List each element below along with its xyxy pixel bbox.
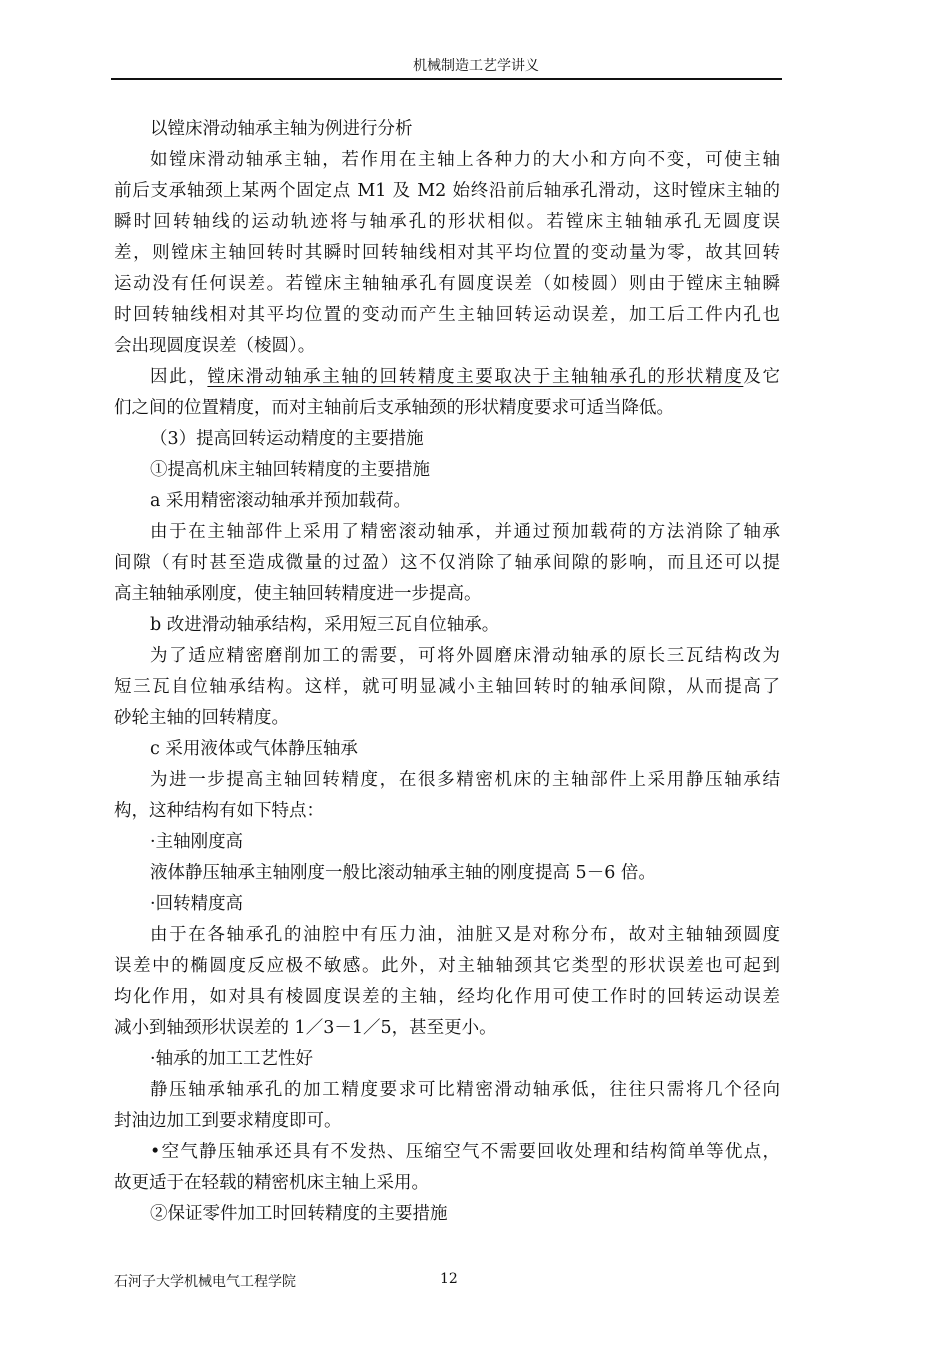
text-span: 因此， (150, 367, 208, 387)
footer-institution: 石河子大学机械电气工程学院 (114, 1274, 296, 1290)
bullet-heading: ·回转精度高 (150, 894, 244, 914)
document-body (114, 114, 780, 1230)
text-line: 封油边加工到要求精度即可。 (114, 1111, 342, 1131)
text-line: 前后支承轴颈上某两个固定点 M1 及 M2 始终沿前后轴承孔滑动，这时镗床主轴的 (114, 181, 780, 201)
text-line: 由于在各轴承孔的油腔中有压力油，油脏又是对称分布，故对主轴轴颈圆度 (150, 925, 780, 945)
text-line (114, 362, 780, 393)
text-line: 瞬时回转轴线的运动轨迹将与轴承孔的形状相似。若镗床主轴轴承孔无圆度误 (114, 212, 780, 232)
item-heading: a 采用精密滚动轴承并预加载荷。 (150, 491, 411, 511)
text-line: 高主轴轴承刚度，使主轴回转精度进一步提高。 (114, 584, 482, 604)
text-line: 故更适于在轻载的精密机床主轴上采用。 (114, 1173, 429, 1193)
text-line: 时回转轴线相对其平均位置的变动而产生主轴回转运动误差，加工后工件内孔也 (114, 305, 780, 325)
subsection-heading: ②保证零件加工时回转精度的主要措施 (150, 1204, 448, 1224)
text-line: 间隙（有时甚至造成微量的过盈）这不仅消除了轴承间隙的影响，而且还可以提 (114, 553, 780, 573)
text-line: 均化作用，如对具有棱圆度误差的主轴，经均化作用可使工作时的回转运动误差 (114, 987, 780, 1007)
header-rule (111, 78, 782, 80)
text-line: 差，则镗床主轴回转时其瞬时回转轴线相对其平均位置的变动量为零，故其回转 (114, 243, 780, 263)
text-line: •空气静压轴承还具有不发热、压缩空气不需要回收处理和结构简单等优点， (150, 1142, 780, 1162)
text-line: 减小到轴颈形状误差的 1／3－1／5，甚至更小。 (114, 1018, 497, 1038)
text-line: 运动没有任何误差。若镗床主轴轴承孔有圆度误差（如棱圆）则由于镗床主轴瞬 (114, 274, 780, 294)
text-line: 们之间的位置精度，而对主轴前后支承轴颈的形状精度要求可适当降低。 (114, 398, 674, 418)
bullet-heading: ·轴承的加工工艺性好 (150, 1049, 314, 1069)
text-line: 砂轮主轴的回转精度。 (114, 708, 289, 728)
text-span: 及它 (743, 367, 780, 387)
text-line: 构，这种结构有如下特点： (114, 801, 324, 821)
section-heading: （3）提高回转运动精度的主要措施 (150, 429, 424, 449)
text-line: 由于在主轴部件上采用了精密滚动轴承，并通过预加载荷的方法消除了轴承 (150, 522, 780, 542)
text-line: 会出现圆度误差（棱圆）。 (114, 336, 316, 356)
bullet-heading: ·主轴刚度高 (150, 832, 244, 852)
underlined-phrase: 镗床滑动轴承主轴的回转精度主要取决于主轴轴承孔的形状精度 (207, 367, 744, 387)
text-line: 误差中的椭圆度反应极不敏感。此外，对主轴轴颈其它类型的形状误差也可起到 (114, 956, 780, 976)
header-title: 机械制造工艺学讲义 (413, 58, 539, 74)
text-line: 液体静压轴承主轴刚度一般比滚动轴承主轴的刚度提高 5－6 倍。 (150, 863, 656, 883)
subsection-heading: ①提高机床主轴回转精度的主要措施 (150, 460, 430, 480)
text-line: 短三瓦自位轴承结构。这样，就可明显减小主轴回转时的轴承间隙，从而提高了 (114, 677, 780, 697)
item-heading: b 改进滑动轴承结构，采用短三瓦自位轴承。 (150, 615, 500, 635)
text-line: 静压轴承轴承孔的加工精度要求可比精密滑动轴承低，往往只需将几个径向 (150, 1080, 780, 1100)
text-line: 如镗床滑动轴承主轴，若作用在主轴上各种力的大小和方向不变，可使主轴 (150, 150, 780, 170)
item-heading: c 采用液体或气体静压轴承 (150, 739, 358, 759)
text-line: 以镗床滑动轴承主轴为例进行分析 (150, 119, 413, 139)
text-line: 为了适应精密磨削加工的需要，可将外圆磨床滑动轴承的原长三瓦结构改为 (150, 646, 780, 666)
text-line: 为进一步提高主轴回转精度，在很多精密机床的主轴部件上采用静压轴承结 (150, 770, 780, 790)
page-number: 12 (440, 1271, 458, 1287)
